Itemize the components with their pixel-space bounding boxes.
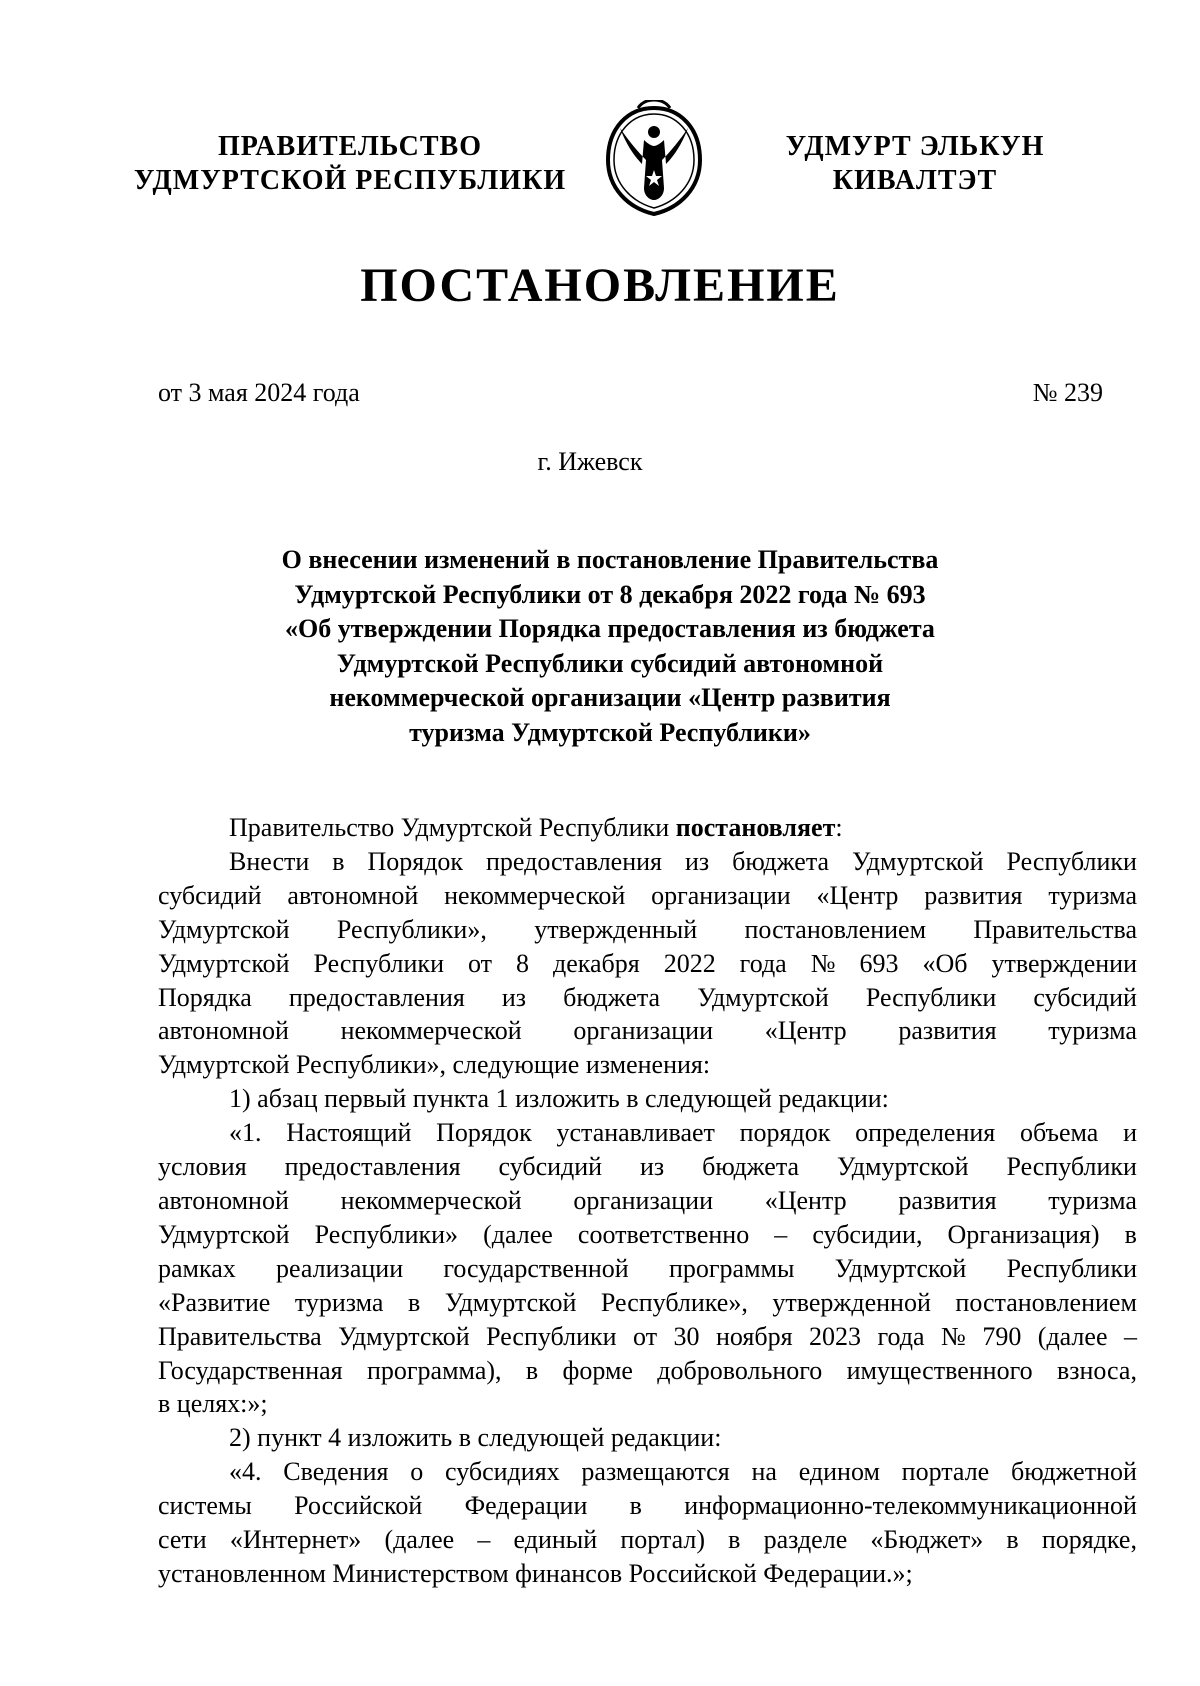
title-line: некоммерческой организации «Центр развития (329, 683, 891, 712)
paragraph-line (158, 1014, 1137, 1048)
word: в (332, 846, 345, 876)
paragraph-line (158, 1184, 1137, 1218)
word: развития (898, 1185, 997, 1215)
word: единый (513, 1525, 598, 1555)
paragraph-line: 1) абзац первый пункта 1 изложить в следующей редакции: (229, 1084, 889, 1114)
paragraph-line (158, 1150, 1137, 1184)
word: Порядка (158, 982, 252, 1012)
paragraph-line: в целях:»; (158, 1389, 268, 1419)
header-left-line: УДМУРТСКОЙ РЕСПУБЛИКИ (133, 165, 567, 196)
header-right-line: КИВАЛТЭТ (832, 165, 998, 196)
word: Удмуртской (158, 1219, 290, 1249)
word: постановлением (744, 914, 927, 944)
paragraph-line (158, 845, 1137, 879)
word: сети (158, 1525, 207, 1555)
word: субсидиях (445, 1457, 560, 1487)
word: добровольного (657, 1355, 823, 1385)
word: Республики» (314, 1219, 459, 1249)
word: утвержденной (772, 1287, 931, 1317)
word: ноября (716, 1321, 793, 1351)
word: «Развитие (158, 1287, 271, 1317)
word: Удмуртской (338, 1321, 470, 1351)
word: – (477, 1525, 491, 1555)
word: на (751, 1457, 777, 1487)
paragraph-line (158, 1286, 1137, 1320)
word: в (408, 1287, 421, 1317)
word: портал) (620, 1525, 705, 1555)
word: утверждении (991, 948, 1137, 978)
word: Правительства (973, 914, 1137, 944)
paragraph-line: установленном Министерством финансов Российской Федерации.»; (158, 1558, 913, 1588)
word: соответственно (577, 1219, 750, 1249)
word: (далее (1037, 1321, 1108, 1351)
document-title (150, 543, 1070, 750)
word: туризма (294, 1287, 384, 1317)
intro-colon: : (835, 813, 843, 842)
word: туризма (1048, 1185, 1137, 1215)
paragraph-line (158, 1320, 1137, 1354)
header-right (745, 130, 1085, 198)
title-line: туризма Удмуртской Республики» (409, 717, 811, 747)
word: рамках (158, 1253, 236, 1283)
paragraph-line (158, 981, 1137, 1015)
word: № (810, 948, 836, 978)
word: 8 (515, 948, 529, 978)
word: «Об (922, 948, 968, 978)
word: Республики (1006, 1152, 1137, 1182)
word: бюджета (732, 846, 830, 876)
word: порядок (739, 1118, 831, 1148)
intro-verb: постановляет (675, 813, 836, 842)
document-type: ПОСТАНОВЛЕНИЕ (360, 259, 840, 312)
document-number: № 239 (1032, 378, 1103, 407)
word: бюджетной (1010, 1457, 1137, 1487)
word: № (941, 1321, 966, 1351)
paragraph (158, 1421, 1137, 1455)
word: «Интернет» (229, 1525, 362, 1555)
word: Удмуртской (697, 982, 829, 1012)
word: Республики», (336, 914, 487, 944)
title-line: О внесении изменений в постановление Правительства (281, 545, 939, 574)
word: едином (798, 1457, 880, 1487)
word: субсидий (158, 880, 262, 910)
word: Удмуртской (158, 914, 290, 944)
paragraphs (158, 845, 1137, 1591)
word: реализации (276, 1253, 404, 1283)
word: декабря (552, 948, 640, 978)
word: организации (573, 1185, 713, 1215)
paragraph-line (158, 1218, 1137, 1252)
header-left-line: ПРАВИТЕЛЬСТВО (218, 131, 482, 162)
word: Удмуртской (158, 948, 290, 978)
word: Порядок (436, 1118, 532, 1148)
word: развития (924, 880, 1023, 910)
word: предоставления (486, 846, 662, 876)
paragraph-line (158, 913, 1137, 947)
word: в (1006, 1525, 1019, 1555)
word: определения (855, 1118, 996, 1148)
word: «Центр (764, 1016, 847, 1046)
word: года (739, 948, 787, 978)
word: 2023 (809, 1321, 862, 1351)
word: государственной (443, 1253, 629, 1283)
word: 790 (982, 1321, 1022, 1351)
word: объема (1019, 1118, 1099, 1148)
title-line: «Об утверждении Порядка предоставления из бюджета (285, 614, 935, 643)
word: условия (158, 1152, 247, 1182)
title-line: Удмуртской Республики субсидий автономной (336, 648, 884, 678)
word: и (1123, 1118, 1137, 1148)
word: Федерации (464, 1491, 588, 1521)
paragraph-line (158, 1354, 1137, 1388)
word: имущественного (846, 1355, 1033, 1385)
udmurt-coat-of-arms-icon (598, 100, 710, 218)
word: Республике», (600, 1287, 748, 1317)
word: года (877, 1321, 925, 1351)
word: туризма (1048, 1016, 1137, 1046)
word: утвержденный (534, 914, 698, 944)
word: туризма (1048, 880, 1137, 910)
paragraph-line (158, 879, 1137, 913)
title-line: Удмуртской Республики от 8 декабря 2022 года № 693 (294, 579, 926, 609)
word: о (410, 1457, 424, 1487)
word: Сведения (283, 1457, 389, 1487)
word: автономной (287, 880, 419, 910)
word: Удмуртской (834, 1253, 967, 1283)
word: некоммерческой (340, 1016, 522, 1046)
word: «Центр (816, 880, 899, 910)
word: информационно-телекоммуникационной (684, 1491, 1137, 1521)
word: субсидий (1033, 982, 1137, 1012)
word: Российской (294, 1491, 423, 1521)
intro-line (158, 811, 1137, 845)
paragraph (158, 1455, 1137, 1591)
word: Государственная (158, 1355, 343, 1385)
paragraph-line: 2) пункт 4 изложить в следующей редакции: (229, 1423, 722, 1453)
word: из (684, 846, 710, 876)
paragraph-line (158, 1523, 1137, 1557)
word: (далее (483, 1219, 553, 1249)
word: Республики (1006, 1253, 1137, 1283)
word: из (640, 1152, 665, 1182)
word: субсидий (498, 1152, 603, 1182)
word: некоммерческой (340, 1185, 522, 1215)
word: «1. (229, 1118, 262, 1148)
document-body (158, 811, 1137, 1591)
paragraph-line (158, 1116, 1137, 1150)
word: взноса, (1056, 1355, 1137, 1385)
word: «Бюджет» (870, 1525, 984, 1555)
word: устанавливает (556, 1118, 715, 1148)
document-date: от 3 мая 2024 года (158, 378, 360, 407)
word: 2022 (663, 948, 716, 978)
word: Правительства (158, 1321, 322, 1351)
word: Республики (313, 948, 444, 978)
word: автономной (158, 1185, 289, 1215)
paragraph-line (158, 1489, 1137, 1523)
word: программа), (366, 1355, 502, 1385)
word: от (633, 1321, 658, 1351)
word: портале (901, 1457, 990, 1487)
word: разделе (763, 1525, 848, 1555)
word: Внести (229, 846, 310, 876)
word: Удмуртской (837, 1152, 969, 1182)
word: в (525, 1355, 539, 1385)
word: – (1123, 1321, 1137, 1351)
word: Настоящий (286, 1118, 412, 1148)
word: некоммерческой (444, 880, 626, 910)
word: размещаются (581, 1457, 730, 1487)
word: организации (651, 880, 791, 910)
word: Удмуртской (852, 846, 984, 876)
word: из (501, 982, 527, 1012)
word: бюджета (563, 982, 661, 1012)
document-city: г. Ижевск (537, 447, 643, 476)
word: Республики (865, 982, 997, 1012)
word: 30 (673, 1321, 700, 1351)
paragraph-line (158, 1252, 1137, 1286)
word: Республики (486, 1321, 617, 1351)
word: развития (898, 1016, 997, 1046)
word: организации (573, 1016, 713, 1046)
word: Организация) (947, 1219, 1100, 1249)
word: автономной (158, 1016, 289, 1046)
word: 693 (859, 948, 899, 978)
word: Порядок (367, 846, 464, 876)
word: предоставления (284, 1152, 461, 1182)
paragraph (158, 845, 1137, 1082)
paragraph (158, 1116, 1137, 1421)
paragraph-line (158, 947, 1137, 981)
paragraph (158, 1082, 1137, 1116)
word: постановлением (955, 1287, 1137, 1317)
word: субсидии, (812, 1219, 923, 1249)
word: «Центр (764, 1185, 847, 1215)
word: Удмуртской (444, 1287, 577, 1317)
word: (далее (384, 1525, 455, 1555)
paragraph-line (158, 1455, 1137, 1489)
intro-text: Правительство Удмуртской Республики (229, 813, 676, 842)
word: предоставления (288, 982, 465, 1012)
word: в (728, 1525, 741, 1555)
header-left (120, 130, 580, 198)
word: в (1124, 1219, 1137, 1249)
word: форме (562, 1355, 633, 1385)
word: от (467, 948, 492, 978)
header-right-line: УДМУРТ ЭЛЬКУН (785, 131, 1045, 162)
word: в (629, 1491, 642, 1521)
word: Республики (1006, 846, 1137, 876)
word: порядке, (1041, 1525, 1137, 1555)
paragraph-line: Удмуртской Республики», следующие изменения: (158, 1050, 711, 1080)
word: программы (668, 1253, 795, 1283)
word: бюджета (702, 1152, 800, 1182)
word: «4. (229, 1457, 262, 1487)
word: – (774, 1219, 788, 1249)
word: системы (158, 1491, 252, 1521)
